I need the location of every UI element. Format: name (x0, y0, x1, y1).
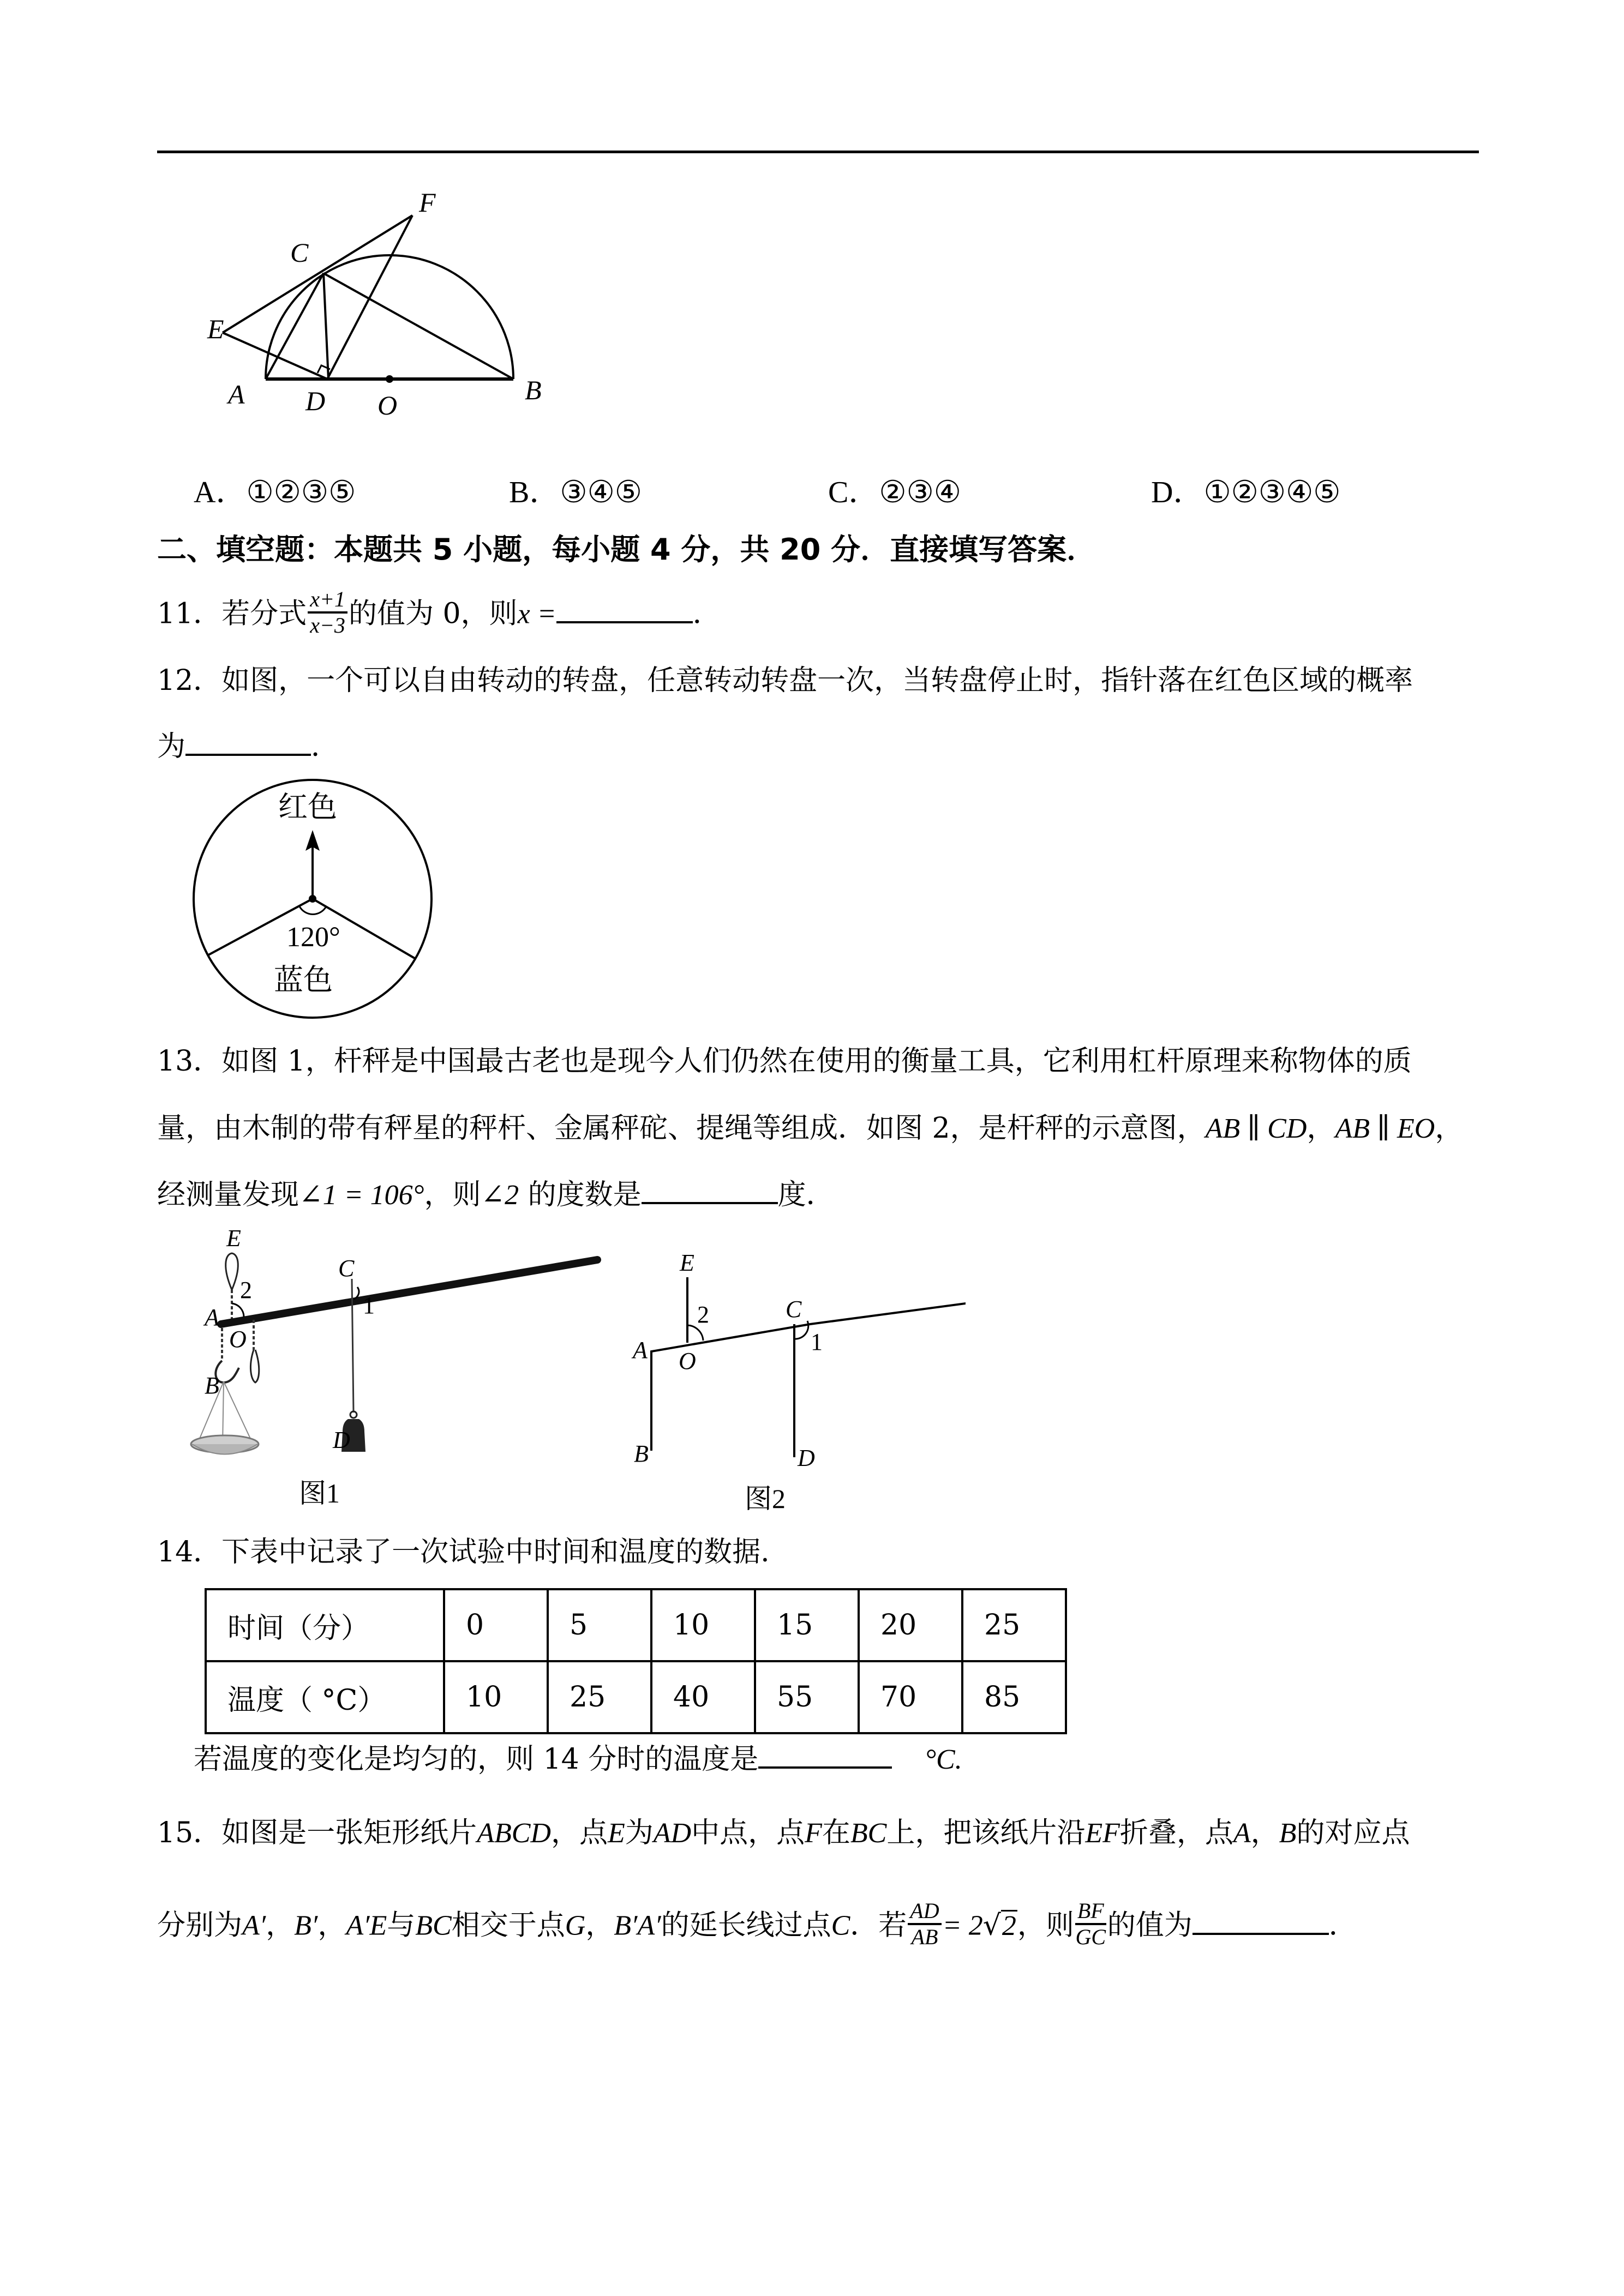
q11-prefix: 若分式 (221, 597, 307, 630)
q11-frac-den: x−3 (310, 613, 345, 638)
table-row-header: 时间（分） (206, 1589, 444, 1661)
q13-line2-text: 量，由木制的带有秤星的秤杆、金属秤砣、提绳等组成．如图 2，是杆秤的示意图， (157, 1112, 1206, 1145)
option-d-label: D． (1151, 476, 1204, 509)
q14-unit: °C. (925, 1744, 962, 1775)
q14-question: 若温度的变化是均匀的，则 14 分时的温度是 (194, 1743, 759, 1776)
table-cell: 25 (548, 1661, 651, 1733)
option-b-label: B． (509, 476, 560, 509)
q15-math: B′A′ (614, 1910, 661, 1942)
table-cell: 0 (444, 1589, 548, 1661)
steelyard-beam (221, 1260, 597, 1324)
q15-part: ．若 (850, 1909, 907, 1942)
rope-loop-top (226, 1253, 238, 1290)
q11-answer-blank[interactable] (556, 618, 693, 623)
q13-line1: 如图 1，杆秤是中国最古老也是现今人们仍然在使用的衡量工具，它利用杠杆原理来称物体的质 (221, 1045, 1412, 1078)
fig2-label-C: C (786, 1296, 802, 1323)
q15-math: C (831, 1910, 850, 1942)
table-cell: 10 (651, 1589, 755, 1661)
question-11 (157, 587, 721, 640)
pan-string-3 (224, 1381, 251, 1440)
q14-number: 14． (157, 1536, 222, 1568)
table-row (206, 1661, 1066, 1733)
question-15-line1 (157, 1819, 1410, 1848)
q13-parallel-1: AB ∥ CD (1205, 1113, 1307, 1144)
fig1-label-E: E (226, 1225, 241, 1252)
label-O: O (377, 390, 398, 420)
q10-figure (196, 175, 589, 425)
fig2-label-2: 2 (697, 1301, 709, 1328)
fig1-label-B: B (205, 1372, 219, 1399)
option-a-label: A． (194, 476, 247, 509)
option-c[interactable] (828, 468, 961, 512)
q15-number: 15． (157, 1817, 222, 1849)
q15-math: AD (653, 1818, 692, 1849)
label-F: F (419, 187, 436, 218)
question-13-line3 (157, 1181, 835, 1210)
q12-end: ． (311, 730, 340, 763)
q14-intro: 下表中记录了一次试验中时间和温度的数据. (221, 1536, 770, 1568)
table-cell: 40 (651, 1661, 755, 1733)
fig2-label-1: 1 (811, 1329, 823, 1355)
q11-mid: 的值为 0，则 (348, 597, 518, 630)
question-13-line1 (157, 1045, 1412, 1078)
q13-line3-prefix: 经测量发现 (157, 1179, 299, 1211)
q12-number: 12． (157, 664, 222, 697)
question-12-line2 (157, 732, 339, 761)
q15-end: ． (1328, 1909, 1357, 1942)
red-region-label: 红色 (278, 791, 337, 824)
q15-target-num: BF (1075, 1900, 1106, 1925)
angle-2-arc (232, 1303, 244, 1317)
fig1-label-2: 2 (240, 1277, 252, 1303)
option-c-label: C． (828, 476, 879, 509)
q15-part: 中点，点 (691, 1817, 805, 1849)
q15-math: A (1233, 1818, 1251, 1849)
question-14-intro (157, 1538, 770, 1566)
q15-sqrt-value: 2 (1002, 1910, 1016, 1942)
question-13-line2 (157, 1114, 1463, 1143)
fig2-label-D: D (798, 1445, 815, 1471)
table-cell: 10 (444, 1661, 548, 1733)
q13-answer-blank[interactable] (642, 1199, 778, 1204)
q15-math: BC (850, 1818, 887, 1849)
table-row-header: 温度（ °C） (206, 1661, 444, 1733)
q15-math: G (565, 1910, 586, 1942)
fig2-caption: 图2 (745, 1483, 786, 1514)
q15-part: 分别为 (157, 1909, 243, 1942)
q13-line3-mid: ，则 (424, 1179, 481, 1211)
segment-CB (323, 273, 513, 379)
table-cell: 85 (962, 1661, 1066, 1733)
q15-part: 在 (822, 1817, 850, 1849)
table-cell: 25 (962, 1589, 1066, 1661)
option-a[interactable] (194, 468, 356, 512)
option-b-value: ③④⑤ (560, 474, 642, 510)
q15-math: ABCD (477, 1818, 551, 1849)
q15-ratio-fraction (908, 1900, 941, 1948)
q12-line2-prefix: 为 (157, 730, 186, 763)
q11-end: ． (692, 597, 721, 630)
fig1-label-1: 1 (363, 1292, 375, 1319)
fig2-label-A: A (633, 1337, 648, 1363)
q15-math: B (1279, 1818, 1297, 1849)
q15-part: ， (266, 1909, 295, 1942)
semicircle-arc (266, 255, 513, 379)
q15-part: 的延长线过点 (661, 1909, 831, 1942)
q15-part: 为 (625, 1817, 654, 1849)
q15-target-den: GC (1075, 1925, 1106, 1949)
q15-math: EF (1085, 1818, 1120, 1849)
label-B: B (525, 375, 542, 405)
q15-math: B′ (294, 1910, 318, 1942)
option-b[interactable] (509, 468, 642, 512)
q11-var: x = (517, 598, 556, 630)
q15-part: ， (585, 1909, 614, 1942)
table-cell: 55 (755, 1661, 859, 1733)
q15-ratio-den: AB (911, 1925, 938, 1949)
fig2-label-E: E (680, 1249, 694, 1276)
fig1-label-D: D (333, 1427, 350, 1453)
q13-line3-mid2: 的度数是 (519, 1179, 642, 1211)
label-E: E (207, 314, 224, 344)
option-d[interactable] (1151, 468, 1340, 512)
question-15-line2 (157, 1898, 1357, 1951)
q15-part: ， (1250, 1817, 1279, 1849)
table-cell: 20 (859, 1589, 962, 1661)
table-cell: 15 (755, 1589, 859, 1661)
segment-FD (327, 215, 412, 379)
q13-number: 13． (157, 1045, 222, 1078)
q15-part: 相交于点 (451, 1909, 565, 1942)
q15-answer-blank[interactable] (1192, 1930, 1329, 1935)
q15-then: ，则 (1017, 1909, 1074, 1942)
scale-pan-bottom (192, 1444, 257, 1454)
q15-target-fraction (1075, 1900, 1106, 1948)
section-heading: 二、填空题：本题共 5 小题，每小题 4 分，共 20 分．直接填写答案． (157, 532, 1096, 567)
q15-part: 与 (387, 1909, 416, 1942)
option-c-value: ②③④ (879, 474, 961, 510)
q15-math: A′E (346, 1910, 387, 1942)
q15-part: 上，把该纸片沿 (886, 1817, 1086, 1849)
q15-part: 如图是一张矩形纸片 (221, 1817, 477, 1849)
q13-figure-1 (175, 1216, 622, 1522)
time-temperature-table (205, 1588, 1067, 1734)
q13-angle2: ∠2 (481, 1180, 519, 1211)
option-d-value: ①②③④⑤ (1203, 474, 1341, 510)
segment-CD (323, 273, 328, 379)
fig1-label-C: C (338, 1255, 355, 1282)
fig2-label-B: B (634, 1440, 649, 1467)
sqrt-icon: √ (982, 1909, 1001, 1942)
q13-sep: ， (1307, 1112, 1335, 1145)
q12-spinner-figure (185, 774, 447, 1020)
q15-math: BC (415, 1910, 452, 1942)
fig1-label-A: A (205, 1304, 219, 1331)
question-12-line1 (157, 666, 1413, 695)
q15-part: ， (317, 1909, 346, 1942)
q13-line2-end: ， (1435, 1112, 1464, 1145)
q13-angle1: ∠1 = 106° (299, 1180, 424, 1211)
blue-region-label: 蓝色 (274, 964, 333, 996)
q15-math: F (805, 1818, 822, 1849)
q13-parallel-2: AB ∥ EO (1335, 1113, 1435, 1144)
fig1-label-O: O (229, 1326, 247, 1353)
question-14-prompt (194, 1745, 962, 1774)
q15-part: ，点 (550, 1817, 608, 1849)
q15-math: E (607, 1818, 625, 1849)
q11-frac-num: x+1 (308, 588, 347, 614)
option-a-value: ①②③⑤ (246, 474, 356, 510)
center-point-O (386, 375, 393, 383)
label-A: A (228, 379, 245, 410)
fig2-label-O: O (679, 1348, 696, 1374)
fig2-angle-1-arc (794, 1321, 808, 1339)
segment-ED (223, 333, 327, 379)
rope-loop-right (250, 1350, 259, 1383)
q13-figure-2 (627, 1238, 966, 1522)
q11-fraction (308, 588, 347, 636)
table-cell: 70 (859, 1661, 962, 1733)
q15-part: 的对应点 (1296, 1817, 1410, 1849)
q13-line3-end: 度． (777, 1179, 835, 1211)
q15-equals: = 2 (942, 1910, 983, 1942)
table-row (206, 1589, 1066, 1661)
fig1-caption: 图1 (299, 1478, 340, 1508)
q11-number: 11． (157, 597, 222, 630)
top-rule (157, 151, 1479, 153)
label-C: C (290, 237, 309, 268)
angle-label: 120° (286, 922, 340, 953)
q15-math: A′ (242, 1910, 266, 1942)
pointer-pivot (309, 895, 316, 903)
q15-tail: 的值为 (1107, 1909, 1192, 1942)
segment-EF (223, 215, 412, 333)
q14-answer-blank[interactable] (758, 1763, 892, 1769)
q12-answer-blank[interactable] (185, 750, 311, 756)
label-D: D (305, 386, 326, 416)
table-cell: 5 (548, 1589, 651, 1661)
q12-line1: 如图，一个可以自由转动的转盘，任意转动转盘一次，当转盘停止时，指针落在红色区域的概率 (221, 664, 1413, 697)
q15-ratio-num: AD (908, 1900, 941, 1925)
q15-part: 折叠，点 (1119, 1817, 1233, 1849)
